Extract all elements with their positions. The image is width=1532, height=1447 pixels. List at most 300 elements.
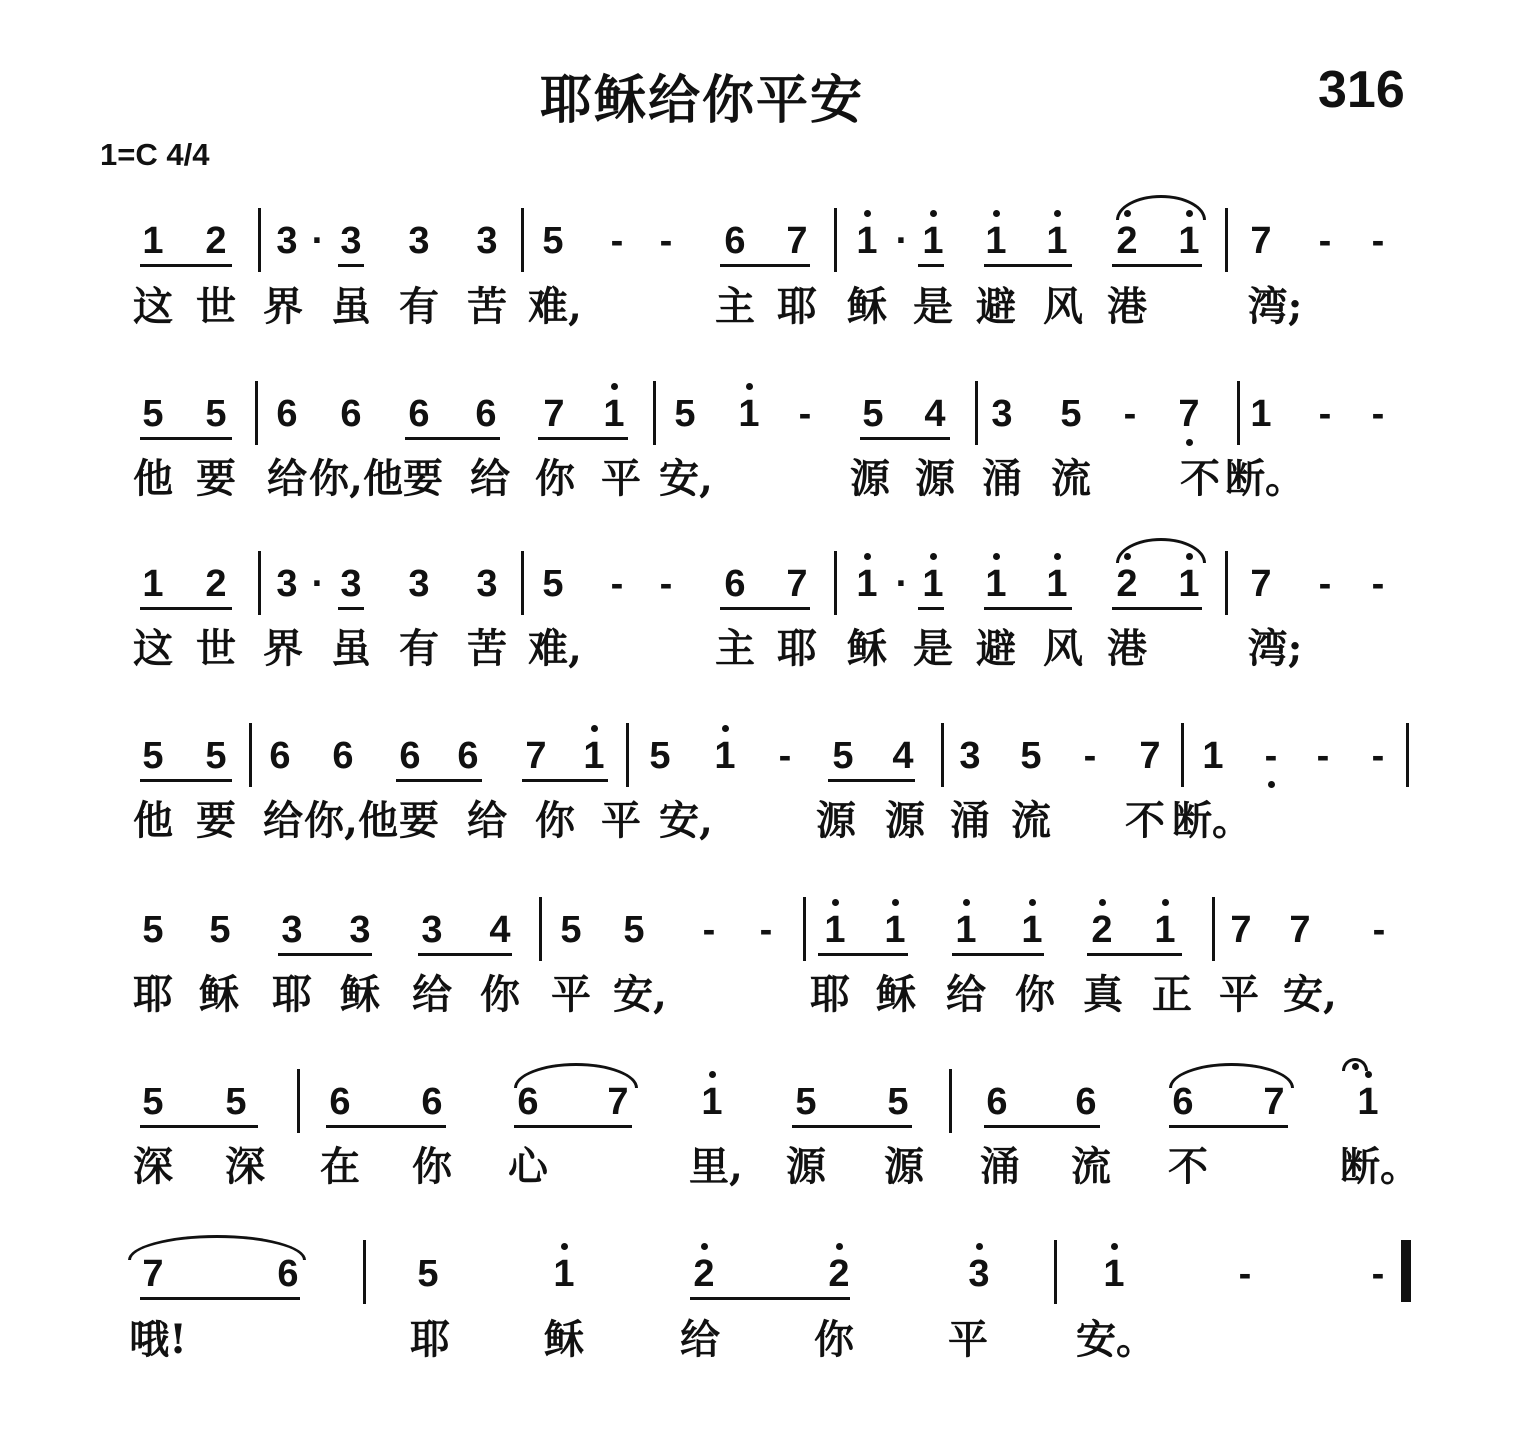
beam-underline [918,264,944,267]
lyric: 难, [528,283,582,330]
note: 5 [205,393,227,435]
lyric: 源 [786,1143,826,1190]
note: 1 [922,220,944,262]
dash-note: - [759,909,773,951]
lyric: 给 [412,971,452,1018]
note: 7 [1230,909,1252,951]
note: 7 [786,563,808,605]
note: 1 [1178,563,1200,605]
lyric: 给 [263,797,303,844]
beam-underline [690,1297,850,1300]
lyric: 涌 [950,797,990,844]
lyric: 港 [1107,283,1147,330]
lyric: 你 [535,797,575,844]
lyric: 风 [1043,625,1083,672]
bar-line [1212,897,1215,961]
note: 2 [1116,220,1138,262]
dash-note: - [1372,909,1386,951]
lyric: 世 [196,625,236,672]
high-octave-dot [1029,899,1036,906]
augmentation-dot: · [895,563,909,605]
dash-note: - [659,563,673,605]
lyric: 这 [133,283,173,330]
augmentation-dot: · [895,220,909,262]
high-octave-dot [561,1243,568,1250]
lyric: 耶 [133,971,173,1018]
note: 1 [1357,1081,1379,1123]
lyric: 界 [263,625,303,672]
lyric: 流 [1051,455,1091,502]
note: 5 [417,1253,439,1295]
beam-underline [140,779,232,782]
note: 5 [560,909,582,951]
bar-line [521,208,524,272]
high-octave-dot [701,1243,708,1250]
augmentation-dot: · [311,563,325,605]
dash-note: - [1083,735,1097,777]
lyric: 给 [267,455,307,502]
note: 3 [276,220,298,262]
lyric: 稣 [876,971,916,1018]
note: 1 [856,220,878,262]
bar-line [834,208,837,272]
note: 6 [399,735,421,777]
note: 6 [724,220,746,262]
lyric: 断。 [1172,797,1252,844]
dash-note: - [1371,220,1385,262]
beam-underline [1087,953,1182,956]
high-octave-dot [993,553,1000,560]
note: 6 [408,393,430,435]
lyric: 你,他 [304,797,398,844]
high-octave-dot [930,210,937,217]
high-octave-dot [832,899,839,906]
note: 2 [693,1253,715,1295]
note: 2 [1091,909,1113,951]
beam-underline [984,607,1072,610]
high-octave-dot [892,899,899,906]
note: 7 [1263,1081,1285,1123]
bar-line [949,1069,952,1133]
note: 1 [603,393,625,435]
note: 6 [457,735,479,777]
bar-line [1054,1240,1057,1304]
beam-underline [1112,607,1202,610]
lyric: 源 [884,1143,924,1190]
dash-note: - [702,909,716,951]
high-octave-dot [1054,210,1061,217]
bar-line [626,723,629,787]
beam-underline [984,1125,1100,1128]
lyric: 涌 [982,455,1022,502]
note: 5 [1020,735,1042,777]
note: 3 [340,563,362,605]
lyric: 风 [1043,283,1083,330]
note: 7 [543,393,565,435]
beam-underline [326,1125,446,1128]
note: 5 [623,909,645,951]
lyric: 避 [976,283,1016,330]
lyric: 是 [913,625,953,672]
lyric: 安, [659,455,713,502]
note: 1 [1021,909,1043,951]
bar-line [803,897,806,961]
note: 6 [421,1081,443,1123]
lyric: 避 [976,625,1016,672]
beam-underline [1169,1125,1288,1128]
bar-line [1225,208,1228,272]
high-octave-dot [709,1071,716,1078]
note: 1 [1154,909,1176,951]
note: 1 [142,220,164,262]
note: 5 [209,909,231,951]
note: 7 [1250,220,1272,262]
lyric: 有 [399,625,439,672]
bar-line [363,1240,366,1304]
beam-underline [140,437,232,440]
lyric: 源 [816,797,856,844]
bar-line [521,551,524,615]
beam-underline [278,953,372,956]
dash-note: - [1371,563,1385,605]
note: 3 [959,735,981,777]
bar-line [249,723,252,787]
note: 7 [1250,563,1272,605]
beam-underline [140,1125,258,1128]
high-octave-dot [1162,899,1169,906]
lyric: 不 [1180,455,1220,502]
lyric: 你 [412,1143,452,1190]
bar-line [1237,381,1240,445]
lyric: 平 [948,1316,988,1363]
note: 2 [828,1253,850,1295]
bar-line [258,208,261,272]
lyric: 要 [196,455,236,502]
note: 5 [674,393,696,435]
lyric: 平 [601,455,641,502]
dash-note: - [1371,393,1385,435]
beam-underline [338,607,364,610]
dash-note: - [610,220,624,262]
key-signature: 1=C 4/4 [100,137,210,172]
lyric: 不 [1125,797,1165,844]
beam-underline [140,607,232,610]
note: 3 [476,220,498,262]
lyric: 安, [613,971,667,1018]
lyric: 源 [885,797,925,844]
note: 5 [142,909,164,951]
lyric: 港 [1107,625,1147,672]
lyric: 正 [1152,971,1192,1018]
dash-note: - [1371,1253,1385,1295]
low-octave-dot [1186,439,1193,446]
dash-note: - [798,393,812,435]
note: 6 [332,735,354,777]
lyric: 源 [915,455,955,502]
note: 1 [738,393,760,435]
hymn-number: 316 [1318,61,1405,119]
note: 6 [724,563,746,605]
beam-underline [918,607,944,610]
bar-line [539,897,542,961]
lyric: 他 [133,455,173,502]
lyric: 稣 [340,971,380,1018]
lyric: 耶 [810,971,850,1018]
lyric: 平 [601,797,641,844]
bar-line [941,723,944,787]
lyric: 安, [1283,971,1337,1018]
note: 1 [1178,220,1200,262]
lyric: 耶 [272,971,312,1018]
note: 3 [408,220,430,262]
lyric: 要 [196,797,236,844]
lyric: 源 [850,455,890,502]
lyric: 你 [480,971,520,1018]
lyric: 你 [535,455,575,502]
note: 3 [408,563,430,605]
beam-underline [418,953,512,956]
beam-underline [860,437,950,440]
beam-underline [952,953,1044,956]
note: 5 [832,735,854,777]
high-octave-dot [591,725,598,732]
dash-note: - [778,735,792,777]
note: 7 [142,1253,164,1295]
lyric: 涌 [980,1143,1020,1190]
note: 1 [985,220,1007,262]
low-octave-dot [1268,781,1275,788]
note: 7 [1178,393,1200,435]
high-octave-dot [611,383,618,390]
note: 6 [340,393,362,435]
lyric: 界 [263,283,303,330]
dash-note: - [1371,735,1385,777]
lyric: 耶 [777,625,817,672]
high-octave-dot [746,383,753,390]
lyric: 你 [814,1316,854,1363]
note: 6 [517,1081,539,1123]
high-octave-dot [963,899,970,906]
bar-line [258,551,261,615]
beam-underline [792,1125,912,1128]
lyric: 里, [689,1143,743,1190]
tie-arc [1169,1063,1294,1088]
high-octave-dot [976,1243,983,1250]
high-octave-dot [930,553,937,560]
note: 1 [142,563,164,605]
lyric: 平 [551,971,591,1018]
note: 4 [892,735,914,777]
lyric: 流 [1071,1143,1111,1190]
beam-underline [720,264,810,267]
fermata-dot [1352,1063,1359,1070]
lyric: 深 [133,1143,173,1190]
beam-underline [338,264,364,267]
beam-underline [140,1297,300,1300]
high-octave-dot [1099,899,1106,906]
note: 5 [542,563,564,605]
bar-line [255,381,258,445]
note: 6 [986,1081,1008,1123]
note: 6 [475,393,497,435]
note: 2 [1116,563,1138,605]
lyric: 你 [1015,971,1055,1018]
note: 4 [924,393,946,435]
lyric: 在 [320,1143,360,1190]
note: 3 [991,393,1013,435]
lyric: 平 [1219,971,1259,1018]
note: 5 [862,393,884,435]
beam-underline [538,437,628,440]
note: 1 [856,563,878,605]
note: 6 [269,735,291,777]
note: 3 [276,563,298,605]
note: 5 [142,1081,164,1123]
bar-line [1406,723,1409,787]
lyric: 你,他 [309,455,403,502]
beam-underline [828,779,915,782]
lyric: 苦 [467,625,507,672]
note: 1 [824,909,846,951]
note: 1 [1202,735,1224,777]
lyric: 安, [659,797,713,844]
note: 1 [714,735,736,777]
tie-arc [1116,538,1206,563]
lyric: 真 [1083,971,1123,1018]
high-octave-dot [836,1243,843,1250]
note: 6 [1172,1081,1194,1123]
note: 1 [955,909,977,951]
beam-underline [140,264,232,267]
dash-note: - [1318,393,1332,435]
note: 7 [607,1081,629,1123]
lyric: 给 [680,1316,720,1363]
note: 1 [1046,563,1068,605]
note: 5 [225,1081,247,1123]
lyric: 难, [528,625,582,672]
note: 6 [1075,1081,1097,1123]
high-octave-dot [993,210,1000,217]
lyric: 要 [399,797,439,844]
beam-underline [818,953,908,956]
note: 1 [1250,393,1272,435]
lyric: 给 [946,971,986,1018]
dash-note: - [1123,393,1137,435]
note: 3 [340,220,362,262]
note: 5 [795,1081,817,1123]
lyric: 主 [715,625,755,672]
lyric: 流 [1011,797,1051,844]
note: 3 [349,909,371,951]
lyric: 这 [133,625,173,672]
final-barline [1401,1240,1411,1302]
bar-line [297,1069,300,1133]
lyric: 哦! [129,1316,187,1363]
note: 1 [701,1081,723,1123]
lyric: 耶 [410,1316,450,1363]
beam-underline [514,1125,632,1128]
tie-arc [514,1063,638,1088]
note: 5 [205,735,227,777]
lyric: 湾; [1247,283,1303,330]
dash-note: - [1318,563,1332,605]
beam-underline [396,779,482,782]
note: 1 [1046,220,1068,262]
dash-note: - [659,220,673,262]
beam-underline [1112,264,1202,267]
lyric: 耶 [777,283,817,330]
note: 1 [985,563,1007,605]
note: 1 [1103,1253,1125,1295]
high-octave-dot [864,553,871,560]
lyric: 心 [508,1143,548,1190]
beam-underline [405,437,500,440]
note: 7 [786,220,808,262]
note: 7 [1139,735,1161,777]
bar-line [1181,723,1184,787]
note: 4 [489,909,511,951]
bar-line [653,381,656,445]
lyric: 断。 [1225,455,1305,502]
note: 6 [276,393,298,435]
lyric: 虽 [331,283,371,330]
lyric: 是 [913,283,953,330]
lyric: 有 [399,283,439,330]
note: 5 [887,1081,909,1123]
dash-note: - [1316,735,1330,777]
high-octave-dot [1054,553,1061,560]
augmentation-dot: · [311,220,325,262]
lyric: 给 [470,455,510,502]
note: 1 [583,735,605,777]
bar-line [834,551,837,615]
beam-underline [720,607,810,610]
lyric: 虽 [331,625,371,672]
lyric: 要 [403,455,443,502]
lyric: 安。 [1076,1316,1156,1363]
high-octave-dot [1111,1243,1118,1250]
lyric: 断。 [1340,1143,1420,1190]
beam-underline [984,264,1072,267]
lyric: 世 [196,283,236,330]
dash-note: - [1264,735,1278,777]
bar-line [975,381,978,445]
high-octave-dot [722,725,729,732]
note: 6 [329,1081,351,1123]
note: 5 [142,393,164,435]
note: 3 [476,563,498,605]
note: 3 [421,909,443,951]
bar-line [1225,551,1228,615]
dash-note: - [610,563,624,605]
beam-underline [522,779,608,782]
high-octave-dot [1365,1071,1372,1078]
tie-arc [1116,195,1206,220]
note: 5 [649,735,671,777]
hymn-title: 耶稣给你平安 [540,71,865,131]
lyric: 稣 [847,625,887,672]
note: 5 [1060,393,1082,435]
note: 2 [205,220,227,262]
lyric: 湾; [1247,625,1303,672]
lyric: 稣 [544,1316,584,1363]
note: 5 [142,735,164,777]
note: 5 [542,220,564,262]
note: 3 [281,909,303,951]
lyric: 给 [467,797,507,844]
dash-note: - [1238,1253,1252,1295]
note: 7 [1289,909,1311,951]
